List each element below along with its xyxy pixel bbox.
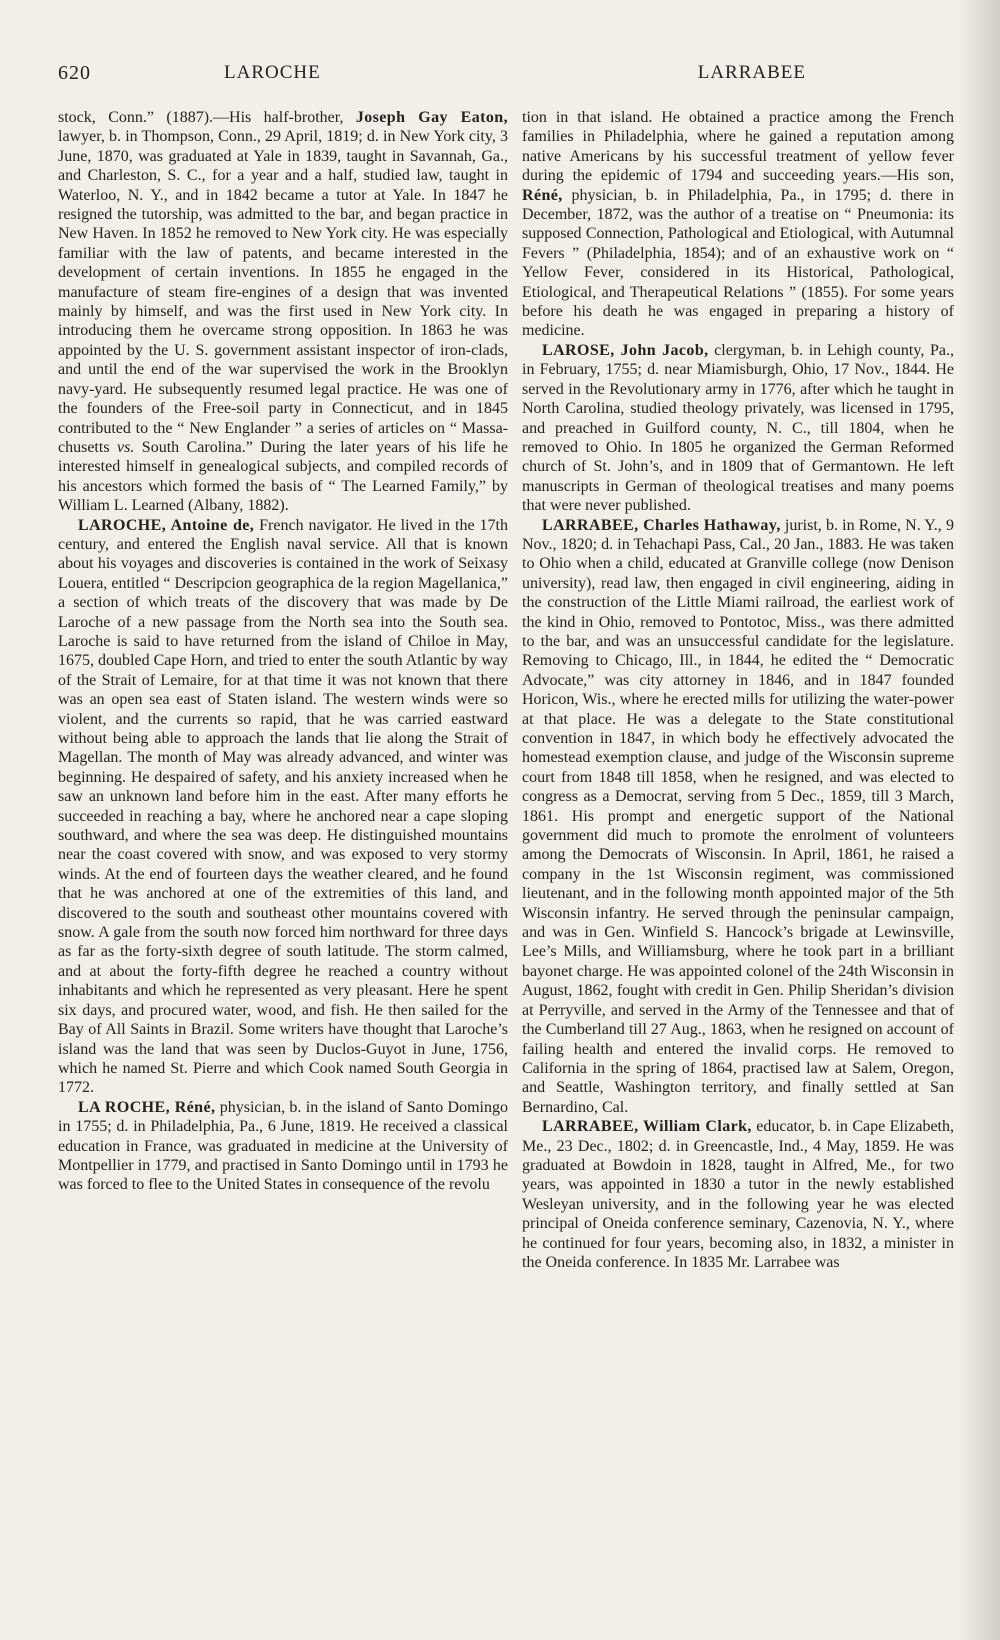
entry-headword: LA ROCHE, Réné,	[78, 1098, 216, 1116]
entry-larrabee-charles	[522, 516, 954, 1118]
left-column	[58, 108, 508, 1568]
entry-laroche-antoine	[58, 516, 508, 1098]
left-running-head: LAROCHE	[224, 62, 321, 83]
entry-headword: Joseph Gay Eaton,	[355, 109, 508, 126]
entry-headword: LARRABEE, Charles Hathaway,	[542, 516, 781, 534]
entry-text: physician, b. in Philadelphia, Pa., in 1795; d. there in December, 1872, was the author of a treatise on “ Pneumonia: its supposed Connection, Pathological and Etiological, with Autumnal Fevers ” (Philadelphia, 1854); and of an exhaustive work on “ Yellow Fever, considered in its Historical, Pathological, Etiological, and Therapeutical Relations ” (1855). For some years before his death he was engaged in preparing a history of medicine.	[522, 186, 954, 340]
entry-text: clergyman, b. in Lehigh county, Pa., in February, 1755; d. near Miamisburgh, Ohio, 17 Nov., 1844. He served in the Revolutionary army in 1776, after which he taught in North Carolina, studied theology privately, was licensed in 1795, and preached in Guilford county, N. C., till 1804, when he removed to Ohio. In 1805 he organized the German Reformed church of St. John’s, and in 1809 that of Germantown. He left manuscripts in German of theological treatises and many poems that were never published.	[522, 341, 954, 515]
entry-headword: LAROCHE, Antoine de,	[78, 516, 255, 534]
entry-eaton-continuation	[58, 108, 508, 516]
entry-text: tion in that island. He obtained a practice among the French families in Philadelphia, where he gained a reputation among native Americans by his successful treatment of yellow fever during the epidemic of 1794 and succeeding years.—His son,	[522, 109, 954, 185]
italic-abbreviation: vs.	[117, 438, 135, 456]
entry-la-roche-rene	[58, 1098, 508, 1195]
entry-text: stock, Conn.” (1887).—His half-brother,	[58, 109, 356, 126]
entry-text: jurist, b. in Rome, N. Y., 9 Nov., 1820; d. in Tehachapi Pass, Cal., 20 Jan., 1883. He was taken to Ohio when a child, educated at Granville college (now Denison university), read law, then engaged in civil engineering, aiding in the construction of the Little Miami railroad, the earliest work of the kind in Ohio, removed to Pontotoc, Miss., was there admitted to the bar, and was an unsuccessful candidate for the legislature. Removing to Chicago, Ill., in 1844, he edited the “ Democratic Advocate,” was city attorney in 1846, and in 1847 founded Horicon, Wis., where he erected mills for utilizing the water-power at that place. He was a delegate to the State constitutional convention in 1847, in which body he effectively advocated the homestead exemption clause, and judge of the Wisconsin supreme court from 1848 till 1858, when he resigned, and was elected to congress as a Democrat, serving from 5 Dec., 1859, till 3 March, 1861. His prompt and energetic support of the National government did much to promote the enrolment of volunteers among the Democrats of Wisconsin. In April, 1861, he raised a company in the 1st Wisconsin regiment, was commissioned lieutenant, and in the following month appointed major of the 5th Wisconsin infantry. He served through the peninsular campaign, and was in Gen. Winfield S. Hancock’s brigade at Lewinsville, Lee’s Mills, and Williamsburg, where he took part in a brilliant bayonet charge. He was appointed colonel of the 24th Wisconsin in August, 1862, fought with credit in Gen. Philip Sheridan’s division at Perryville, and served in the Army of the Tennessee and that of the Cumberland till 27 Aug., 1863, when he resigned on account of failing health and entered the invalid corps. He removed to California in the spring of 1864, practised law at Salem, Oregon, and Seattle, Washington territory, and finally settled at San Bernardino, Cal.	[522, 516, 954, 1116]
entry-headword: LAROSE, John Jacob,	[542, 341, 709, 359]
entry-headword: LARRABEE, William Clark,	[542, 1118, 752, 1136]
entry-larose-john-jacob	[522, 341, 954, 516]
entry-text: educator, b. in Cape Elizabeth, Me., 23 Dec., 1802; d. in Greencastle, Ind., 4 May, 1859. He was graduated at Bowdoin in 1828, taught in Alfred, Me., for two years, was appointed in 1830 a tutor in the newly established Wesleyan university, and in the following year he was elected principal of Oneida conference seminary, Cazenovia, N. Y., where he continued for four years, becoming also, in 1832, a minister in the Oneida conference. In 1835 Mr. Larrabee was	[522, 1118, 954, 1271]
running-head	[58, 62, 806, 92]
entry-headword: Réné,	[522, 186, 563, 204]
entry-text: physician, b. in the island of Santo Domingo in 1755; d. in Philadelphia, Pa., 6 June, 1819. He received a classical education in France, was graduated in medicine at the University of Montpellier in 1779, and practised in Santo Domingo until in 1793 he was forced to flee to the United States in consequence of the revolu	[58, 1098, 508, 1194]
entry-text: South Carolina.” During the later years of his life he interested himself in genealogical subjects, and compiled records of his ancestors which formed the basis of “ The Learned Family,” by William L. Learned (Albany, 1882).	[58, 438, 508, 515]
page-edge-shadow	[958, 0, 1000, 1640]
entry-text: French navigator. He lived in the 17th century, and entered the English naval service. All that is known about his voyages and discoveries is contained in the work of Seixasy Louera, entitled “ Descripcion geographica de la region Magellanica,” a section of which treats of the discovery that was made by De Laroche of a new passage from the North sea into the South sea. Laroche is said to have returned from the island of Chiloe in May, 1675, doubled Cape Horn, and tried to enter the south Atlantic by way of the Strait of Lemaire, for at that time it was not known that there was an open sea east of Staten island. The western winds were so violent, and the currents so rapid, that he was carried eastward without being able to approach the lands that lie along the Strait of Magellan. The month of May was already advanced, and winter was beginning. He despaired of safety, and his anxiety increased when he saw an unknown land before him in the east. After many efforts he succeeded in reaching a bay, where he anchored near a cape sloping southward, and where the sea was deep. He distinguished mountains near the coast covered with snow, and was exposed to very stormy winds. At the end of fourteen days the weather cleared, and he found that he was anchored at one of the extremities of this land, and discovered to the south and southeast other mountains covered with snow. A gale from the south now forced him northward for three days as far as the forty-sixth degree of south latitude. The storm calmed, and at about the forty-fifth degree he reached a country without inhabitants and which he represented as very pleasant. Here he spent six days, and procured water, wood, and fish. He then sailed for the Bay of All Saints in Brazil. Some writers have thought that Laroche’s island was the land that was seen by Duclos-Guyot in June, 1756, which he named St. Pierre and which Cook named South Georgia in 1772.	[58, 516, 508, 1097]
entry-text: lawyer, b. in Thompson, Conn., 29 April, 1819; d. in New York city, 3 June, 1870, was graduated at Yale in 1839, taught in Savannah, Ga., and Charleston, S. C., for a year and a half, studied law, taught in Waterloo, N. Y., and in 1842 became a tutor at Yale. In 1847 he resigned the tutorship, was admitted to the bar, and began practice in New Haven. In 1852 he removed to New York city. He was especially familiar with the law of patents, and became interested in the development of certain inventions. In 1855 he engaged in the manufacture of steam fire-engines of a design that was invented mainly by himself, and was the first used in New York city. In introducing them he overcame strong opposition. In 1863 he was appointed by the U. S. government assistant inspector of iron-clads, and until the end of the war supervised the work in the Brooklyn navy-yard. He subsequently resumed legal practice. He was one of the founders of the Free-soil party in Connecticut, and in 1845 contributed to the “ New Englander ” a series of articles on “ Massachusetts	[58, 128, 508, 456]
entry-larrabee-william	[522, 1117, 954, 1272]
right-running-head: LARRABEE	[697, 62, 806, 83]
right-column	[522, 108, 954, 1568]
page-number: 620	[58, 62, 91, 84]
entry-la-roche-continuation	[522, 108, 954, 341]
